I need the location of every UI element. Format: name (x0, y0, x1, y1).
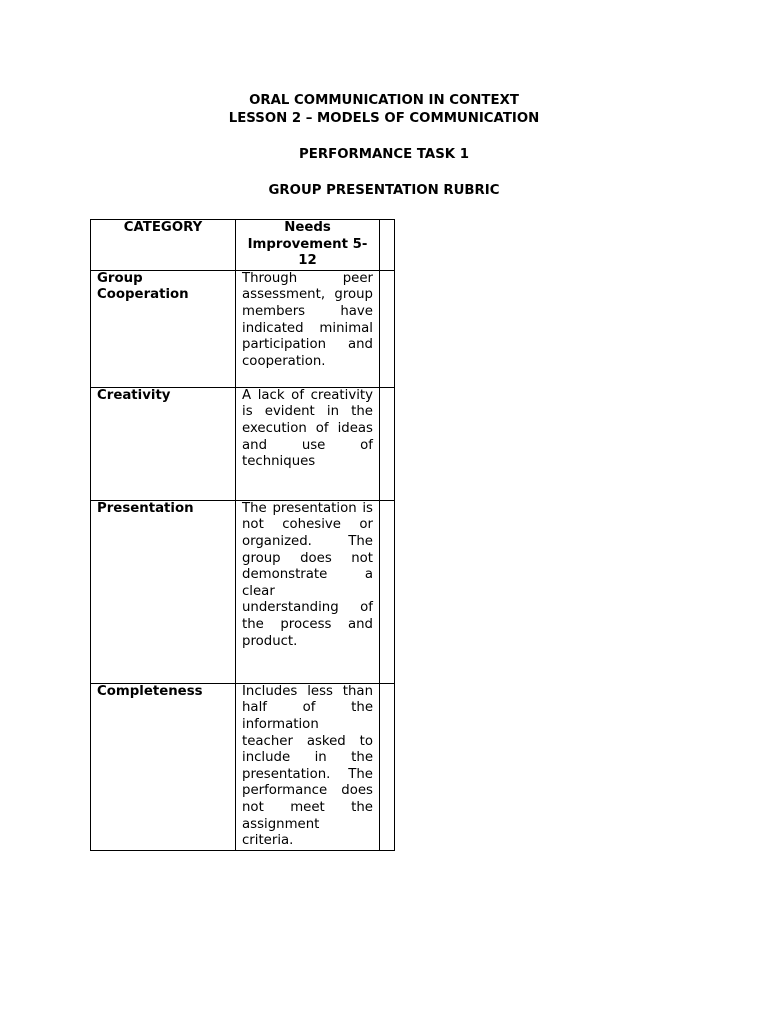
table-extra-cell (380, 500, 395, 683)
table-extra-column (380, 220, 395, 271)
row-description: The presentation is not cohesive or organized. The group does not demonstrate a clear understanding of the process and product. (236, 500, 380, 683)
table-row (91, 683, 395, 850)
table-row (91, 387, 395, 500)
table-header-row (91, 220, 395, 271)
row-category: Presentation (91, 500, 236, 683)
row-description: Includes less than half of the information teacher asked to include in the presentation. The performance does not meet the assignment criteria. (236, 683, 380, 850)
course-title: ORAL COMMUNICATION IN CONTEXT (249, 93, 519, 108)
row-category: Completeness (91, 683, 236, 850)
task-title: PERFORMANCE TASK 1 (299, 147, 469, 162)
rubric-title: GROUP PRESENTATION RUBRIC (268, 183, 500, 198)
table-extra-cell (380, 683, 395, 850)
lesson-title: LESSON 2 – MODELS OF COMMUNICATION (228, 111, 540, 126)
table-row (91, 270, 395, 387)
row-category: Creativity (91, 387, 236, 500)
rubric-table (90, 219, 395, 851)
row-description: A lack of creativity is evident in the execution of ideas and use of techniques (236, 387, 380, 500)
row-description: Through peer assessment, group members have indicated minimal participation and cooperation. (236, 270, 380, 387)
table-extra-cell (380, 270, 395, 387)
table-extra-cell (380, 387, 395, 500)
column-header-category: CATEGORY (91, 220, 236, 271)
table-row (91, 500, 395, 683)
row-category: Group Cooperation (91, 270, 236, 387)
column-header-needs-improvement: Needs Improvement 5-12 (236, 220, 380, 271)
